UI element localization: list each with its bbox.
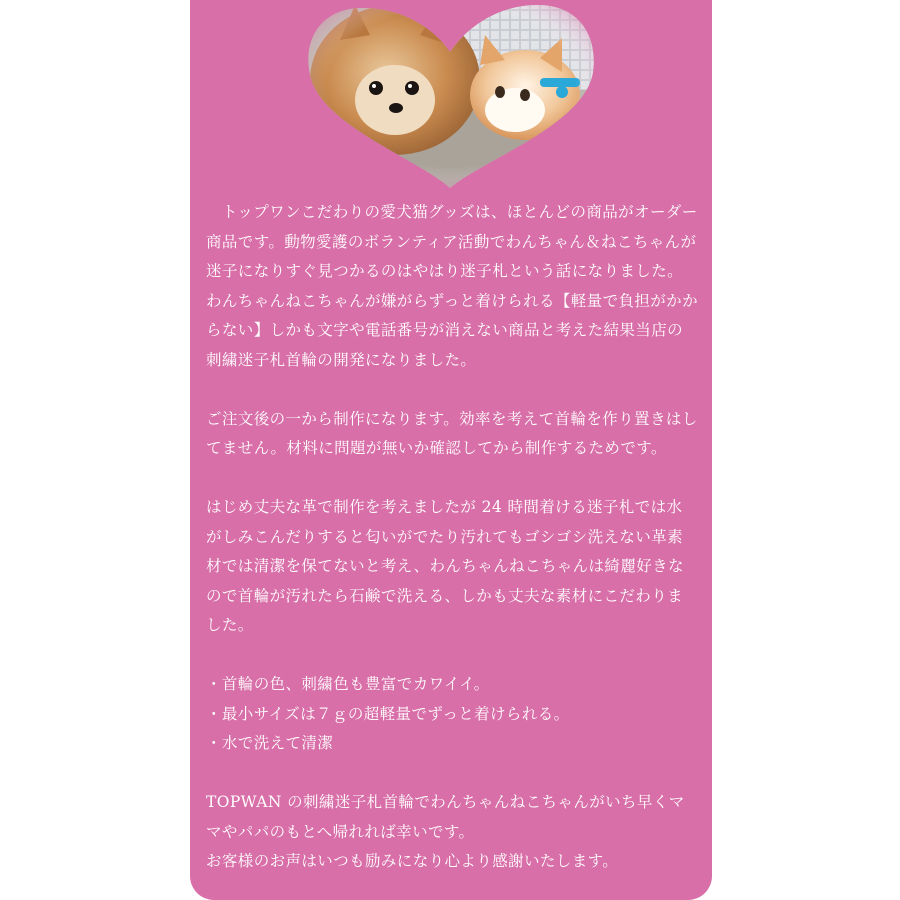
closing-thanks: お客様のお声はいつも励みになり心より感謝いたします。	[206, 852, 619, 870]
material-paragraph: はじめ丈夫な革で制作を考えましたが 24 時間着ける迷子札では水がしみこんだりすると匂いがでたり汚れてもゴシゴシ洗えない革素材では清潔を保てないと考え、わんちゃんねこちゃんは綺麗好きなので首輪が汚れたら石鹸で洗える、しかも丈夫な素材にこだわりました。	[206, 498, 684, 634]
feature-item: ・首輪の色、刺繍色も豊富でカワイイ。	[206, 675, 490, 693]
description-text	[206, 198, 698, 877]
spacer	[206, 375, 698, 405]
closing-line: TOPWAN の刺繍迷子札首輪でわんちゃんねこちゃんがいち早くママやパパのもとへ帰れれば幸いです。	[206, 793, 685, 841]
intro-paragraph: トップワンこだわりの愛犬猫グッズは、ほとんどの商品がオーダー商品です。動物愛護のボランティア活動でわんちゃん＆ねこちゃんが迷子になりすぐ見つかるのはやはり迷子札という話になりました。わんちゃんねこちゃんが嫌がらずっと着けられる【軽量で負担がかからない】しかも文字や電話番号が消えない商品と考えた結果当店の刺繍迷子札首輪の開発になりました。	[206, 203, 698, 369]
order-paragraph: ご注文後の一から制作になります。効率を考えて首輪を作り置きはしてません。材料に問題が無いか確認してから制作するためです。	[206, 409, 698, 457]
feature-list	[206, 670, 698, 759]
heart-photo	[300, 0, 600, 190]
spacer	[206, 759, 698, 789]
feature-item: ・最小サイズは７ｇの超軽量でずっと着けられる。	[206, 704, 570, 723]
spacer	[206, 464, 698, 494]
feature-item: ・水で洗えて清潔	[206, 734, 334, 752]
spacer	[206, 641, 698, 671]
heart-photo-svg	[300, 0, 600, 190]
